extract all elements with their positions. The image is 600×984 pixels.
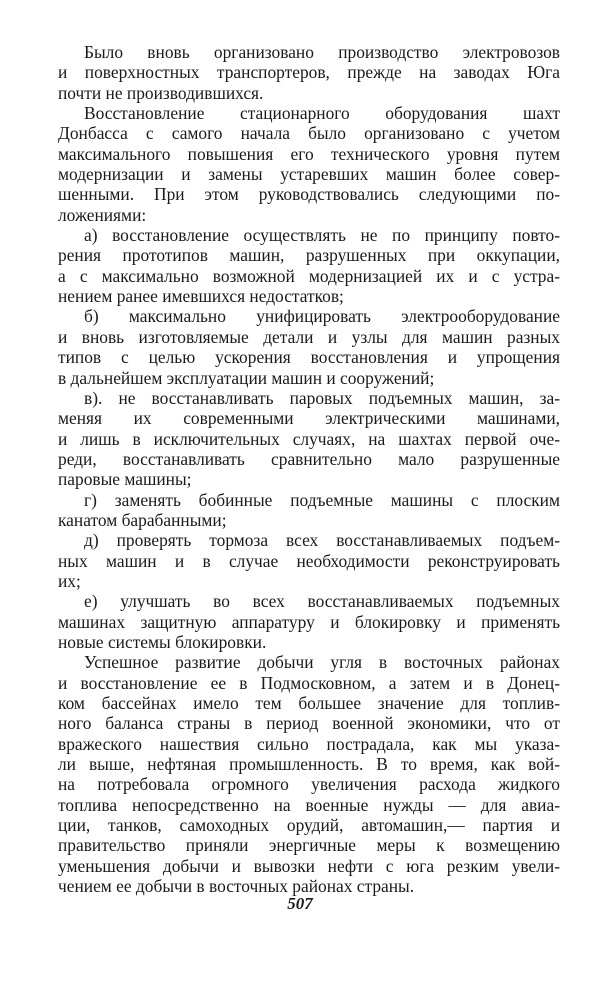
text-line: и поверхностных транспортеров, прежде на заводах Юга (58, 62, 560, 83)
text-line: а) восстановление осуществлять не по принципу повто- (84, 225, 560, 246)
list-item-e (58, 591, 560, 652)
page-body (58, 42, 560, 896)
text-line: ли выше, нефтяная промышленность. В то время, как вой- (58, 754, 560, 775)
text-line: меняя их современными электрическими машинами, (58, 408, 560, 429)
text-line: правительство приняли энергичные меры к возмещению (58, 835, 560, 856)
paragraph-donbass-restoration (58, 103, 560, 225)
text-line: и восстановление ее в Подмосковном, а затем и в Донец- (58, 672, 560, 693)
text-line: ложениями: (58, 204, 147, 225)
text-line: ком бассейнах имело тем большее значение для топлив- (58, 693, 560, 713)
text-line: рения прототипов машин, разрушенных при оккупации, (58, 245, 560, 266)
text-line: шенными. При этом руководствовались следующими по- (58, 184, 560, 205)
text-line: в дальнейшем эксплуатации машин и сооружений; (58, 367, 435, 388)
text-line: типов с целью ускорения восстановления и упрощения (58, 347, 560, 368)
text-line: и лишь в исключительных случаях, на шахтах первой оче- (58, 428, 560, 449)
text-line: г) заменять бобинные подъемные машины с плоским (84, 489, 560, 510)
text-line: а с максимально возможной модернизацией их и с устра- (58, 265, 560, 286)
text-line: максимального повышения его технического уровня путем (58, 143, 560, 164)
text-line: в). не восстанавливать паровых подъемных машин, за- (84, 387, 560, 408)
text-line: и вновь изготовляемые детали и узлы для машин разных (58, 326, 560, 347)
list-item-a (58, 225, 560, 306)
text-line: нением ранее имевшихся недостатков; (58, 286, 344, 307)
text-line: д) проверять тормоза всех восстанавливаемых подъем- (84, 530, 560, 551)
text-line: Донбасса с самого начала было организовано с учетом (58, 123, 560, 144)
text-line: на потребовала огромного увеличения расхода жидкого (58, 774, 560, 795)
text-line: ного баланса страны в период военной экономики, что от (58, 713, 560, 734)
text-line: Успешное развитие добычи угля в восточных районах (84, 652, 560, 673)
text-line: Было вновь организовано производство электровозов (84, 42, 560, 62)
text-line: канатом барабанными; (58, 509, 227, 530)
list-item-v (58, 388, 560, 490)
text-line: реди, восстанавливать сравнительно мало разрушенные (58, 448, 560, 469)
text-line: ных машин и в случае необходимости реконструировать (58, 550, 560, 571)
text-line: модернизации и замены устаревших машин более совер- (58, 164, 560, 185)
text-line: почти не производившихся. (58, 82, 264, 103)
text-line: паровые машины; (58, 469, 192, 490)
list-item-b (58, 306, 560, 387)
page-number: 507 (287, 894, 313, 913)
text-line: ции, танков, самоходных орудий, автомашин,— партия и (58, 815, 560, 836)
text-line: машинах защитную аппаратуру и блокировку и применять (58, 611, 560, 632)
text-line: вражеского нашествия сильно пострадала, как мы указа- (58, 733, 560, 754)
paragraph-electric-locomotives (58, 42, 560, 103)
text-line: топлива непосредственно на военные нужды — для авиа- (58, 794, 560, 815)
text-line: новые системы блокировки. (58, 631, 267, 652)
text-line: е) улучшать во всех восстанавливаемых подъемных (84, 591, 560, 612)
paragraph-coal-and-oil (58, 652, 560, 896)
text-line: уменьшения добычи и вывозки нефти с юга резким увели- (58, 855, 560, 876)
text-line: чением ее добычи в восточных районах страны. (58, 876, 415, 897)
text-line: Восстановление стационарного оборудования шахт (84, 103, 560, 124)
text-line: б) максимально унифицировать электрооборудование (84, 306, 560, 327)
list-item-d (58, 530, 560, 591)
list-item-g (58, 490, 560, 531)
text-line: их; (58, 570, 81, 591)
